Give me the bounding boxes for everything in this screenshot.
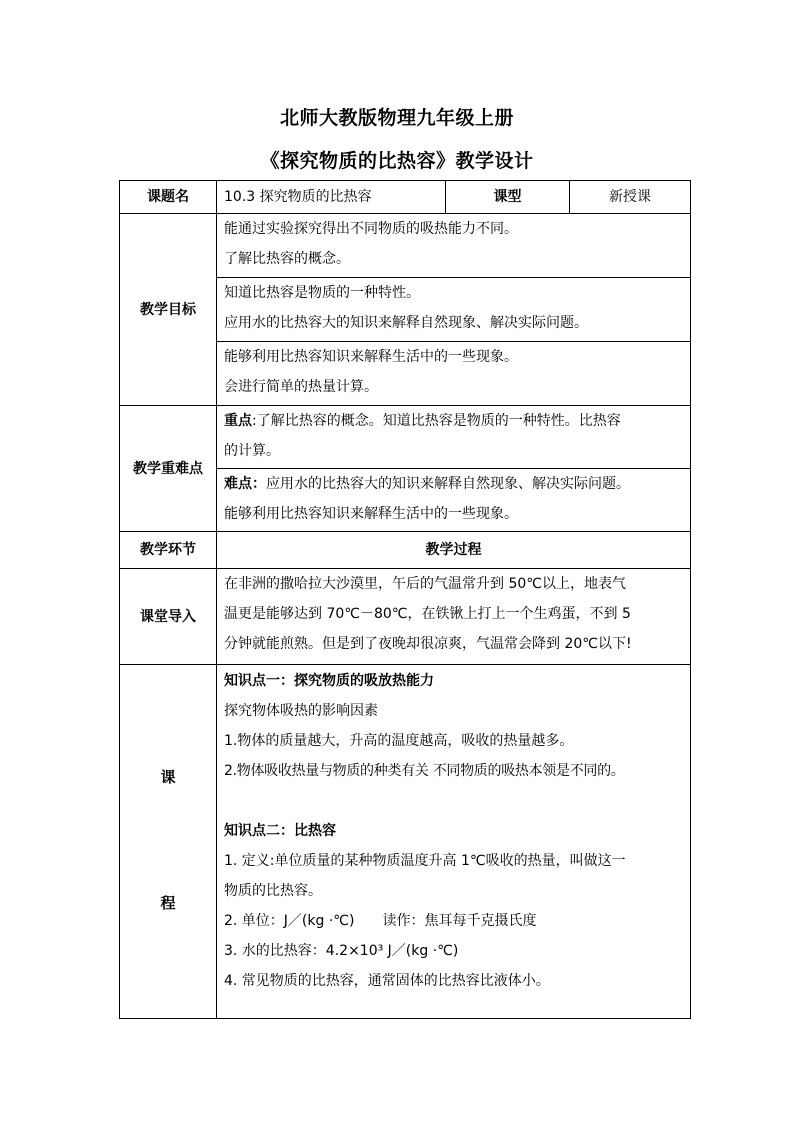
intro-cell [217, 569, 691, 665]
diff-text-2: 能够利用比热容知识来解释生活中的一些现象。 [224, 506, 518, 522]
type-label: 课型 [446, 181, 570, 214]
kp1-text: 探究物体吸热的影响因素 [224, 703, 378, 719]
objective-text: 知道比热容是物质的一种特性。 [224, 285, 420, 301]
objective-text: 了解比热容的概念。 [224, 251, 350, 267]
blank-line [224, 786, 683, 816]
stage-header-row [120, 532, 691, 569]
objective-text: 应用水的比热容大的知识来解释自然现象、解决实际问题。 [224, 315, 588, 331]
objective-text: 能通过实验探究得出不同物质的吸热能力不同。 [224, 221, 518, 237]
type-value: 新授课 [570, 181, 691, 214]
course-row [120, 665, 691, 1019]
course-label-2: 程 [160, 894, 176, 912]
keypoint-cell: 重点:了解比热容的概念。知道比热容是物质的一种特性。比热容 的计算。 [217, 406, 691, 469]
topic-row [120, 181, 691, 214]
topic-label: 课题名 [120, 181, 217, 214]
kp2-text: 3. 水的比热容：4.2×10³ J／(kg ·℃) [224, 943, 459, 959]
keypoints-label: 教学重难点 [120, 406, 217, 532]
intro-text: 在非洲的撒哈拉大沙漠里，午后的气温常升到 50℃以上，地表气 [224, 576, 626, 592]
key-text-1: 了解比热容的概念。知道比热容是物质的一种特性。比热容 [256, 413, 621, 429]
objectives-row-1 [120, 214, 691, 278]
keypoint-row [120, 406, 691, 469]
kp2-title: 知识点二：比热容 [224, 823, 336, 839]
kp1-title: 知识点一：探究物质的吸放热能力 [224, 673, 434, 689]
document-title: 北师大教版物理九年级上册 [279, 107, 514, 129]
objective-cell-3 [217, 342, 691, 406]
intro-text: 温更是能够达到 70℃－80℃，在铁锹上打上一个生鸡蛋，不到 5 [224, 606, 631, 622]
key-prefix: 重点 [224, 413, 252, 429]
course-label-1: 课 [160, 768, 176, 786]
objective-text: 能够利用比热容知识来解释生活中的一些现象。 [224, 349, 518, 365]
diff-prefix: 难点： [224, 476, 266, 492]
objective-cell-2 [217, 278, 691, 342]
kp2-text: 2. 单位：J／(kg ·℃) 读作：焦耳每千克摄氏度 [224, 913, 537, 929]
intro-label: 课堂导入 [120, 569, 217, 665]
kp1-text: 1.物体的质量越大，升高的温度越高，吸收的热量越多。 [224, 733, 574, 749]
difficulty-cell [217, 469, 691, 532]
diff-text-1: 应用水的比热容大的知识来解释自然现象、解决实际问题。 [266, 476, 630, 492]
intro-text: 分钟就能煎熟。但是到了夜晚却很凉爽，气温常会降到 20℃以下! [224, 636, 632, 652]
kp2-text: 物质的比热容。 [224, 883, 322, 899]
kp2-text: 1. 定义:单位质量的某种物质温度升高 1℃吸收的热量，叫做这一 [224, 853, 626, 869]
document-subtitle: 《探究物质的比热容》教学设计 [260, 150, 534, 172]
key-text-2: 的计算。 [224, 443, 280, 459]
course-content-cell [217, 665, 691, 1019]
objective-cell-1 [217, 214, 691, 278]
objective-text: 会进行简单的热量计算。 [224, 379, 378, 395]
topic-value: 10.3 探究物质的比热容 [217, 181, 446, 214]
lesson-plan-table [119, 180, 691, 1019]
stage-label: 教学环节 [120, 532, 217, 569]
intro-row [120, 569, 691, 665]
objectives-label: 教学目标 [120, 214, 217, 406]
course-label-cell [120, 665, 217, 1019]
kp2-text: 4. 常见物质的比热容，通常固体的比热容比液体小。 [224, 973, 550, 989]
process-label: 教学过程 [217, 532, 691, 569]
kp1-text: 2.物体吸收热量与物质的种类有关 不同物质的吸热本领是不同的。 [224, 763, 625, 779]
